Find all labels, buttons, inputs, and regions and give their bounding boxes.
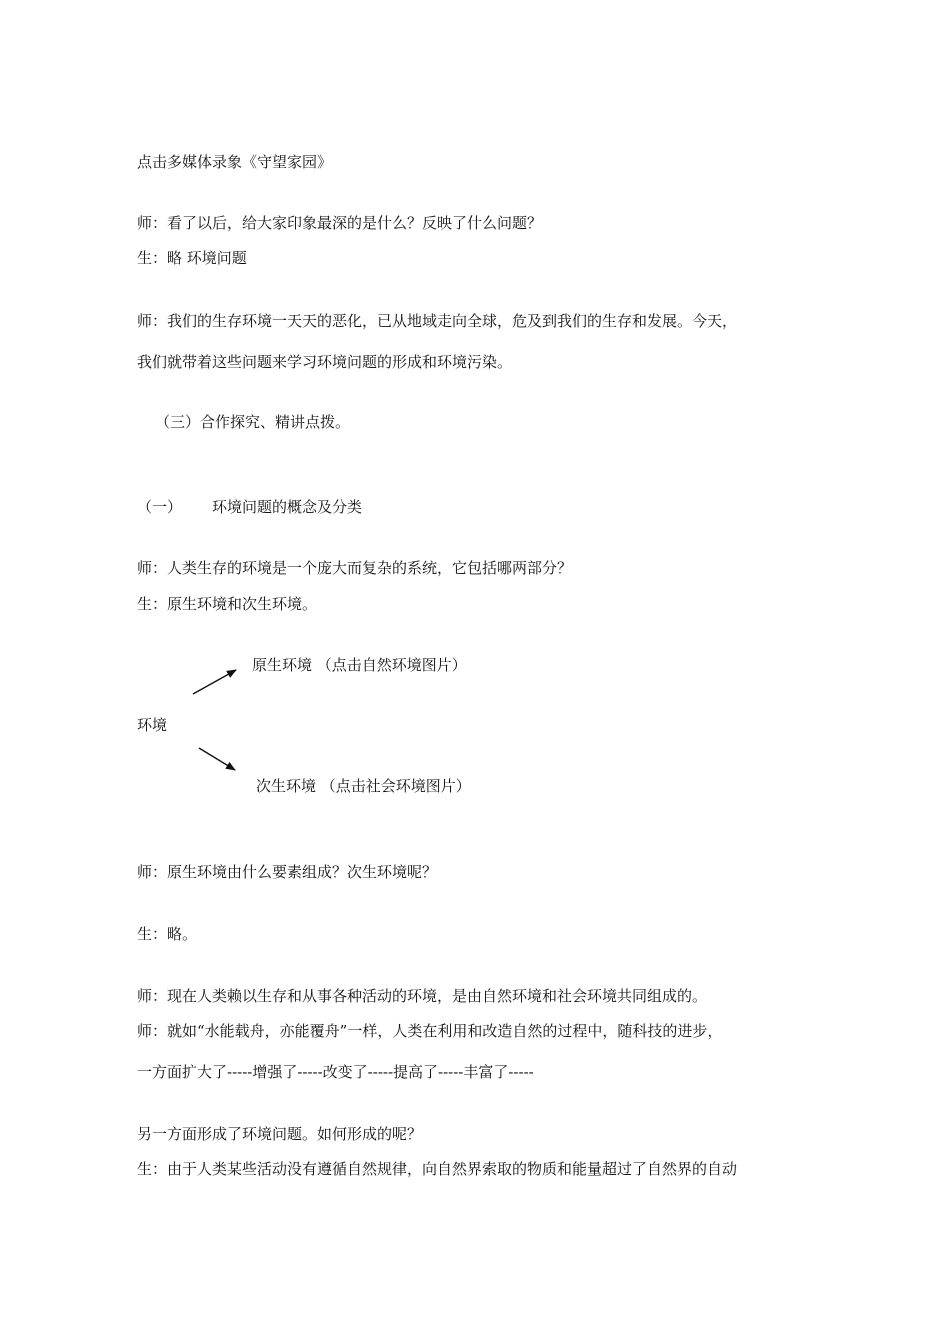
text-line-video: 点击多媒体录象《守望家园》 [137,153,333,171]
text-line-teacher-intro-2: 我们就带着这些问题来学习环境问题的形成和环境污染。 [137,353,513,371]
section-number: （一） [137,498,183,516]
text-line-on-one-hand: 一方面扩大了-----增强了-----改变了-----提高了-----丰富了----- [137,1063,534,1081]
text-line-student-answer-1: 生：略 环境问题 [137,249,247,267]
text-line-student-answer-4: 生：由于人类某些活动没有遵循自然规律，向自然界索取的物质和能量超过了自然界的自动 [137,1160,738,1178]
diagram-upper-label: 原生环境 （点击自然环境图片） [252,656,467,674]
diagram-root-label: 环境 [137,716,168,734]
text-line-student-answer-3: 生：略。 [137,925,198,943]
diagram-arrow-lower [199,748,235,770]
text-line-teacher-intro-1: 师：我们的生存环境一天天的恶化，已从地域走向全球，危及到我们的生存和发展。今天， [137,312,738,330]
text-line-teacher-analogy: 师：就如“水能载舟，亦能覆舟”一样，人类在利用和改造自然的过程中，随科技的进步， [137,1022,723,1040]
text-line-teacher-question-2: 师：人类生存的环境是一个庞大而复杂的系统，它包括哪两部分？ [137,559,573,577]
text-line-part-three: （三）合作探究、精讲点拨。 [155,413,351,431]
diagram-lower-label: 次生环境 （点击社会环境图片） [256,777,471,795]
diagram-arrow-upper [193,670,236,694]
section-title: 环境问题的概念及分类 [212,498,363,516]
text-line-teacher-statement: 师：现在人类赖以生存和从事各种活动的环境，是由自然环境和社会环境共同组成的。 [137,987,708,1005]
text-line-teacher-question-3: 师：原生环境由什么要素组成？次生环境呢？ [137,863,438,881]
text-line-on-other-hand: 另一方面形成了环境问题。如何形成的呢？ [137,1125,423,1143]
text-line-student-answer-2: 生：原生环境和次生环境。 [137,595,318,613]
text-line-teacher-question-1: 师：看了以后，给大家印象最深的是什么？反映了什么问题？ [137,214,543,232]
